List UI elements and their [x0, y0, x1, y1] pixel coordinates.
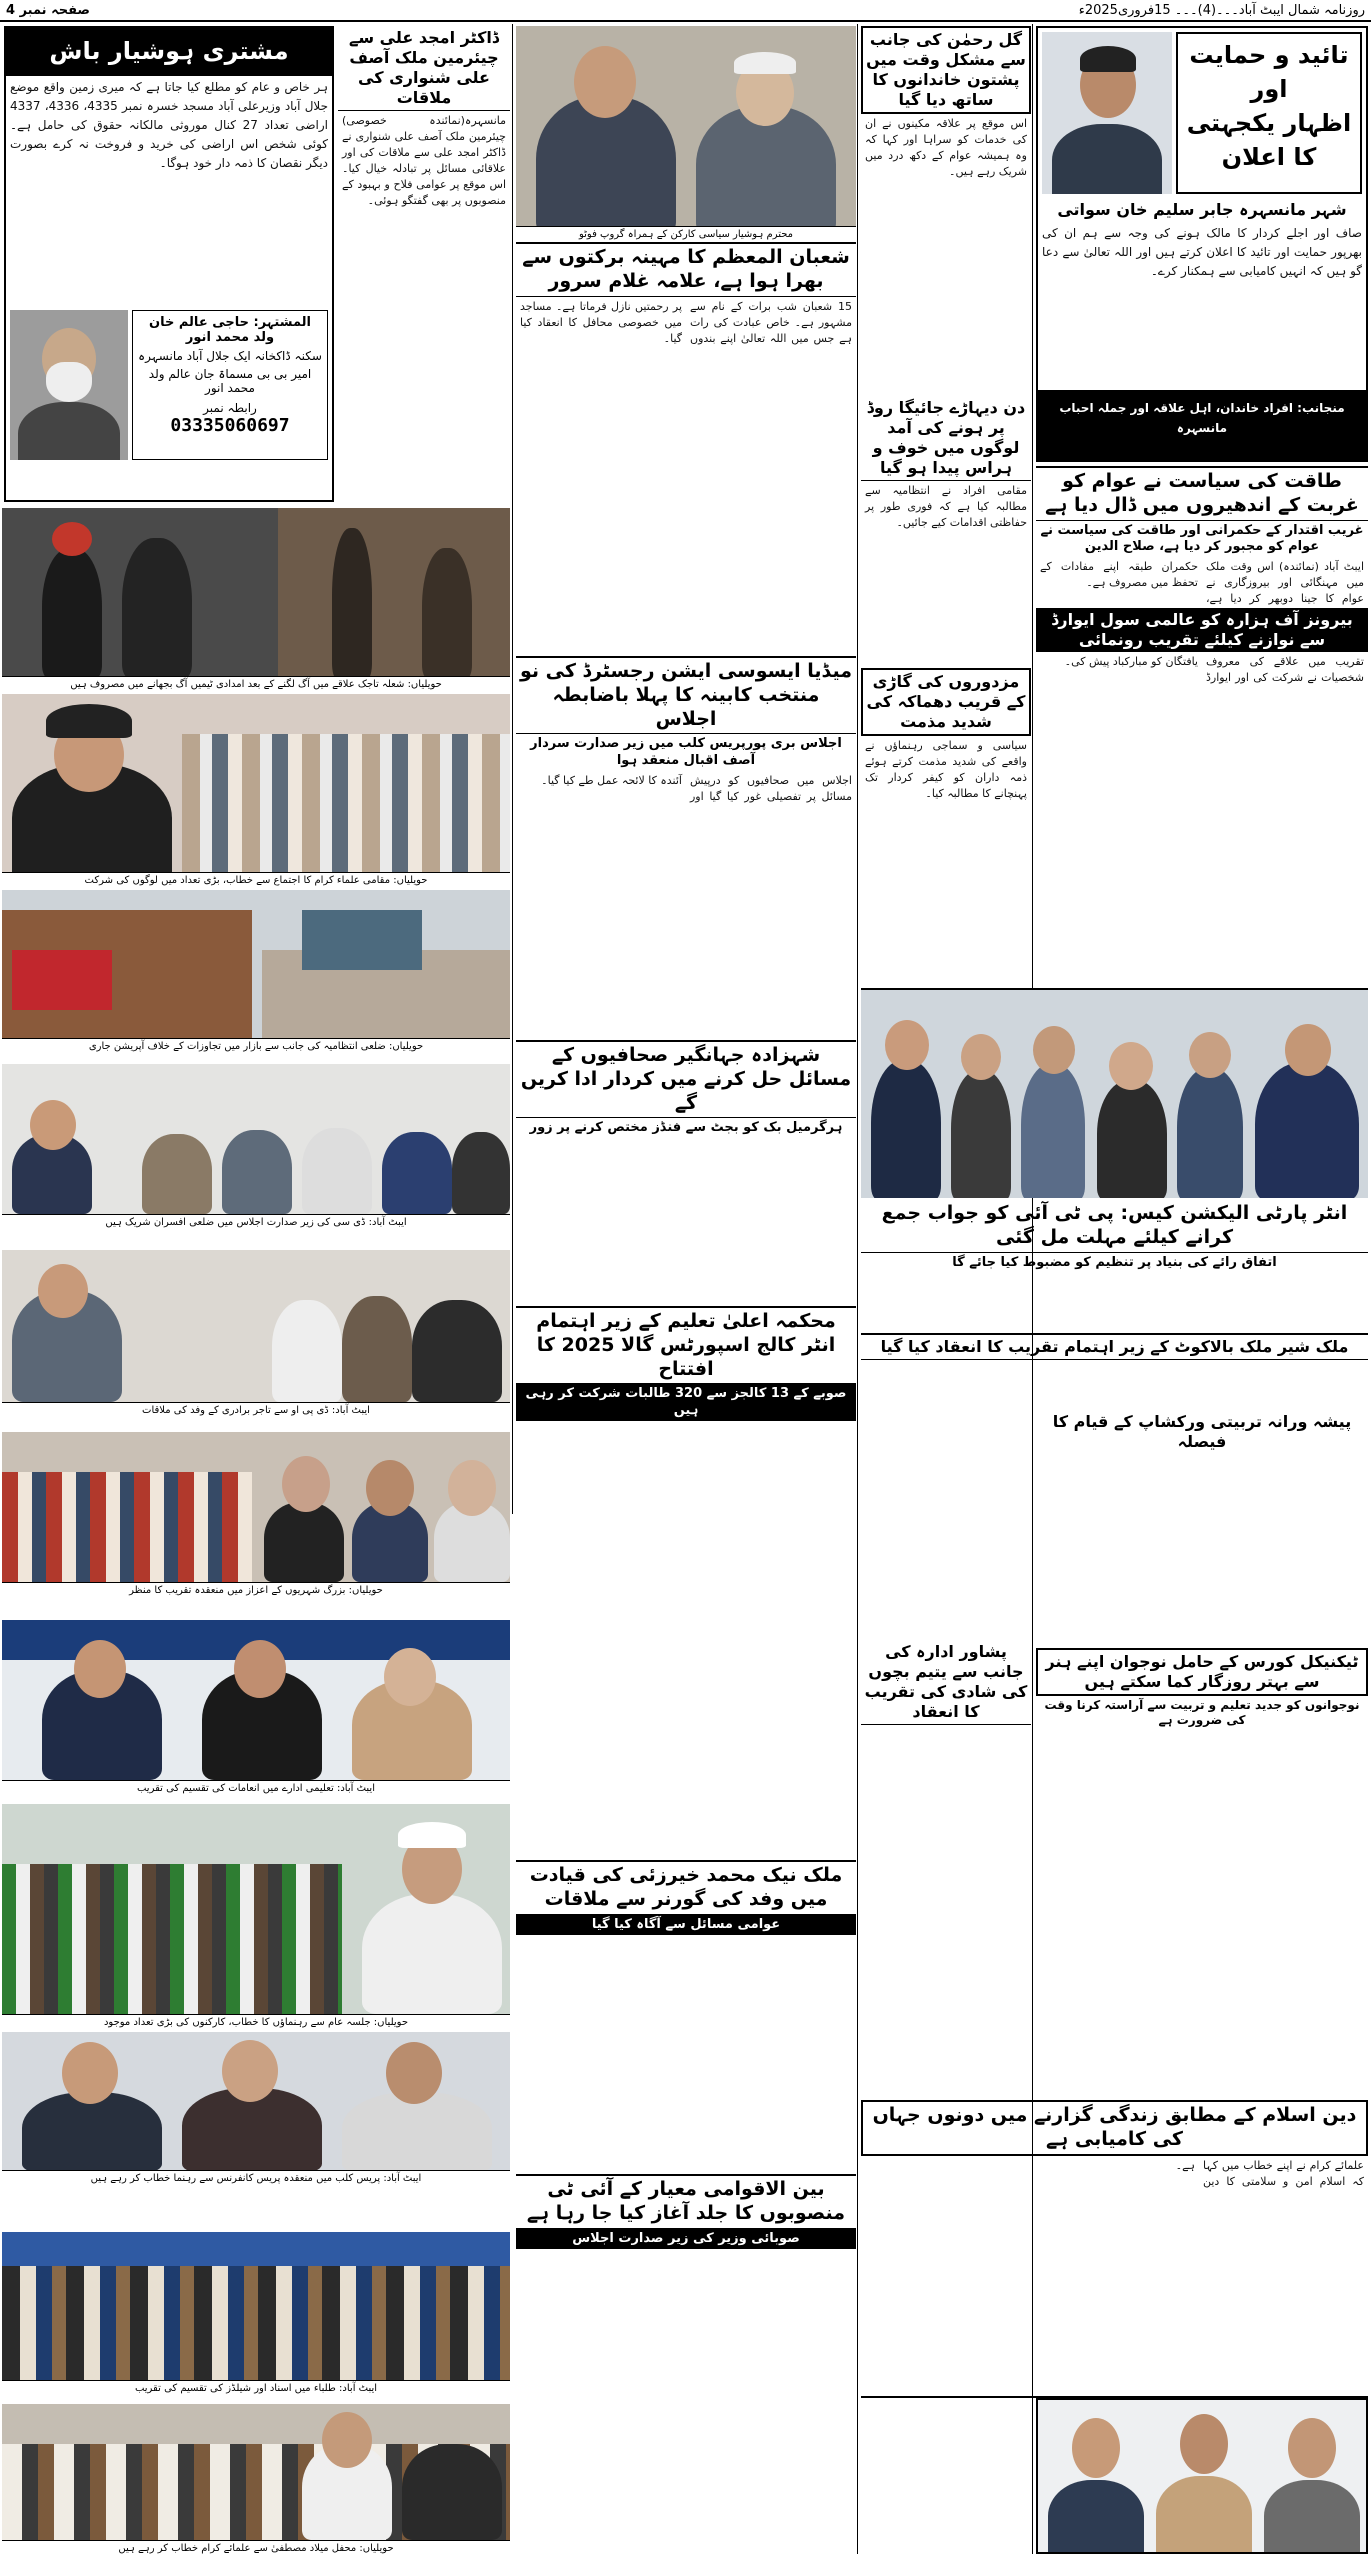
headline-shahzada: شہزادہ جہانگیر صحافیوں کے مسائل حل کرنے میں کردار ادا کریں گے [516, 1040, 856, 1118]
article-ameer-meeting: مانسہرہ(نمائندہ خصوصی) چیئرمین ملک آصف علی شنواری نے ڈاکٹر امجد علی سے ملاقات کی اور علاقائی مسائل پر تبادلہ خیال کیا۔ اس موقع پر عوامی فلاح و بہبود کے منصوبوں پر بھی گفتگو ہوئی۔ [342, 114, 506, 207]
ad-contact-box [132, 310, 328, 460]
headline-workshop: پیشہ ورانہ تربیتی ورکشاپ کے قیام کا فیصلہ [1052, 1412, 1352, 1451]
column-rule [512, 24, 513, 1514]
subheadline-media-association: اجلاس بری پورپریس کلب میں زیر صدارت سردار آصف اقبال منعقد ہوا [530, 736, 842, 768]
support-title-2: اور [1250, 75, 1288, 103]
article-gul-rehman [861, 26, 1031, 406]
support-title-1: تائید و حمایت [1189, 41, 1349, 69]
lead-headline: طاقت کی سیاست نے عوام کو غربت کے اندھیروں میں ڈال دیا ہے [1036, 466, 1368, 521]
headline-orphan-wedding: پشاور ادارہ کی جانب سے یتیم بچوں کی شادی کی تقریب کا انعقاد [861, 1640, 1031, 1725]
body-blast: سیاسی و سماجی رہنماؤں نے واقعے کی شدید مذمت کرتے ہوئے ذمہ داران کو کیفر کردار تک پہنچانے کا مطالبہ کیا۔ [865, 739, 1027, 800]
subheadline-technical-course: نوجوانوں کو جدید تعلیم و تربیت سے آراستہ کرنا وقت کی ضرورت ہے [1044, 1698, 1360, 1727]
advertiser-address: سکنہ ڈاکخانہ ایک جلال آباد مانسہرہ [138, 349, 322, 363]
article-committee [861, 1220, 1031, 1280]
subheadline-governor: عوامی مسائل سے آگاہ کیا گیا [516, 1915, 856, 1935]
candidate-name: شہر مانسہرہ جابر سلیم خان سواتی [1057, 200, 1347, 219]
photo-milad [2, 2404, 510, 2540]
body-islam: علمائے کرام نے اپنے خطاب میں کہا کہ اسلام امن و سلامتی کا دین ہے۔ [1175, 2158, 1364, 2188]
subheadline-sports-gala: صوبے کے 13 کالجز سے 320 طالبات شرکت کر رہی ہیں [516, 1384, 856, 1421]
support-announcement-ad [1036, 26, 1368, 462]
photo-elders [2, 1432, 510, 1582]
subheadline-it-projects: صوبائی وزیر کی زیر صدارت اجلاس [516, 2229, 856, 2249]
headline-gul-rehman: گل رحمٰن کی جانب سے مشکل وقت میں پشتون خاندانوں کا ساتھ دیا گیا [861, 26, 1031, 114]
advertiser-label: المشتہر: حاجی عالم خان ولد محمد انور [148, 315, 312, 345]
ad-body: ہر خاص و عام کو مطلع کیا جاتا ہے کہ میری زمین واقع موضع جلال آباد وزیرعلی آباد مسجد خسرہ نمبر 4335، 4336، 4337 اراضی تعداد 27 کنال موروثی مالکانہ حقوق کی حامل ہے۔ کوئی شخص اس اراضی کی خرید و فروخت نہ کرے بصورت دیگر نقصان کا ذمہ دار خود ہوگا۔ [10, 80, 329, 170]
headline-media-association: میڈیا ایسوسی ایشن رجسٹرڈ کی نو منتخب کابینہ کا پہلا باضابطہ اجلاس [516, 656, 856, 734]
column-2-top [338, 26, 510, 506]
lead-body: ایبٹ آباد (نمائندہ) اس وقت ملک میں مہنگائی اور بیروزگاری نے عوام کا جینا دوبھر کر دیا ہے، حکمران طبقہ اپنے مفادات کے تحفظ میں مصروف ہے۔ [1040, 560, 1364, 605]
photo-group-ceremony [861, 990, 1368, 1198]
candidate-photo [1042, 32, 1172, 194]
photo-two-men [516, 26, 856, 226]
photo-press-conference [2, 2032, 510, 2170]
divider [861, 988, 1368, 990]
caption-bazaar: حویلیاں: ضلعی انتظامیہ کی جانب سے بازار میں تجاوزات کے خلاف آپریشن جاری [2, 1038, 510, 1054]
lead-subheadline: غریب اقتدار کے حکمرانی اور طاقت کی سیاست نے عوام کو مجبور کر دیا ہے، صلاح الدین [1040, 522, 1364, 554]
subheadline-shahzada: ہرگرمیل بک کو بجٹ سے فنڈز مختص کرنے پر زور [529, 1120, 843, 1136]
headline-award: بیرونز آف ہزارہ کو عالمی سول ایوارڈ سے نوازنے کیلئے تقریب رونمائی [1036, 608, 1368, 652]
divider [516, 242, 856, 244]
article-blast [861, 668, 1031, 988]
caption-milad: حویلیاں: محفل میلاد مصطفیٰ سے علمائے کرام خطاب کر رہے ہیں [2, 2540, 510, 2556]
caption-two-men: محترم ہوشیار سیاسی کارکن کے ہمراہ گروپ فوٹو [516, 226, 856, 242]
article-sports-gala [516, 1306, 856, 1636]
caption-press-conference: ایبٹ آباد: پریس کلب میں منعقدہ پریس کانفرنس سے رہنما خطاب کر رہے ہیں [2, 2170, 510, 2186]
headline-blast: مزدوروں کی گاڑی کے قریب دھماکہ کی شدید مذمت [861, 668, 1031, 736]
caption-fire: حویلیاں: شعلہ تاجک علاقے میں آگ لگنے کے بعد امدادی ٹیمیں آگ بجھانے میں مصروف ہیں [2, 676, 510, 692]
headline-balakot: ملک شیر ملک بالاکوٹ کے زیر اہتمام تقریب کا انعقاد کیا گیا [861, 1333, 1368, 1360]
photo-three-portraits [1036, 2398, 1368, 2554]
article-award [1036, 608, 1368, 988]
article-shahzada [516, 1040, 856, 1300]
caption-award: ایبٹ آباد: تعلیمی ادارے میں انعامات کی تقسیم کی تقریب [2, 1780, 510, 1796]
photo-cleric-gathering [2, 694, 510, 872]
article-shaban [516, 244, 856, 654]
article-governor [516, 1860, 856, 2160]
divider [861, 2396, 1368, 2398]
advertiser-photo [10, 310, 128, 460]
article-islam [861, 2100, 1368, 2340]
phone-number: 03335060697 [170, 415, 290, 436]
ad-title: مشتری ہوشیار باش [6, 28, 332, 76]
caption-dc-meeting: ایبٹ آباد: ڈی سی کی زیر صدارت اجلاس میں ضلعی افسران شریک ہیں [2, 1214, 510, 1230]
headline-ameer-meeting: ڈاکٹر امجد علی سے چیئرمین ملک آصف علی شنواری کی ملاقات [338, 26, 510, 111]
customer-alert-ad [4, 26, 334, 502]
caption-certificates: ایبٹ آباد: طلباء میں اسناد اور شیلڈز کی تقسیم کی تقریب [2, 2380, 510, 2396]
body-award: تقریب میں علاقے کی معروف شخصیات نے شرکت کی اور ایوارڈ یافتگان کو مبارکباد پیش کی۔ [1064, 655, 1364, 684]
caption-cleric: حویلیاں: مقامی علماء کرام کا اجتماع سے خطاب، بڑی تعداد میں لوگوں کی شرکت [2, 872, 510, 888]
page-label: صفحہ نمبر 4 [6, 2, 90, 18]
column-rule [857, 24, 858, 2554]
body-shaban: 15 شعبان شب برات کے نام سے مشہور ہے۔ خاص عبادت کی رات ہے جس میں اللہ تعالیٰ اپنے بندوں پر رحمتیں نازل فرماتا ہے۔ مساجد میں خصوصی محافل کا انعقاد کیا گیا۔ [520, 299, 852, 345]
photo-rally [2, 1804, 510, 2014]
photo-certificates [2, 2232, 510, 2380]
headline-jungle-road: دن دیہاڑے جائیگا روڈ پر ہونے کی آمد لوگوں میں خوف و ہراس پیدا ہو گیا [861, 396, 1031, 481]
article-technical-course [1036, 1648, 1368, 1738]
photo-fire-rescue [2, 508, 510, 676]
phone-label: رابطہ نمبر [203, 401, 257, 415]
photo-bazaar-operation [2, 890, 510, 1038]
support-title-4: کا اعلان [1221, 143, 1317, 171]
headline-technical-course: ٹیکنیکل کورس کے حامل نوجوان اپنے ہنر سے بہتر روزگار کما سکتے ہیں [1036, 1648, 1368, 1696]
advertiser-detail: امیر بی بی مسماۃ جان عالم ولد محمد انور [148, 367, 312, 395]
headline-it-projects: بین الاقوامی معیار کے آئی ٹی منصوبوں کا جلد آغاز کیا جا رہا ہے [516, 2174, 856, 2229]
subheadline-pti-case: اتفاق رائے کی بنیاد پر تنظیم کو مضبوط کیا جائے گا [952, 1254, 1277, 1270]
headline-islam: دین اسلام کے مطابق زندگی گزارنے میں دونوں جہاں کی کامیابی ہے [861, 2100, 1368, 2156]
headline-shaban: شعبان المعظم کا مہینہ برکتوں سے بھرا ہوا ہے، علامہ غلام سرور [516, 244, 856, 297]
article-it-projects [516, 2174, 856, 2474]
masthead-line: روزنامہ شمال ایبٹ آباد۔۔۔(4)۔۔۔ 15فروری2025ء [1078, 2, 1365, 18]
headline-pti-case: انٹر پارٹی الیکشن کیس: پی ٹی آئی کو جواب جمع کرانے کیلئے مہلت مل گئی [861, 1200, 1368, 1253]
headline-sports-gala: محکمہ اعلیٰ تعلیم کے زیر اہتمام انٹر کالج اسپورٹس گالا 2025 کا افتتاح [516, 1306, 856, 1384]
caption-rally: حویلیاں: جلسہ عام سے رہنماؤں کا خطاب، کارکنوں کی بڑی تعداد موجود [2, 2014, 510, 2030]
masthead-bar [0, 0, 1371, 22]
support-footer: منجانب: افراد خاندان، اہل علاقہ اور جملہ احباب مانسہرہ [1038, 390, 1366, 460]
photo-dc-meeting [2, 1064, 510, 1214]
photo-dpo-meeting [2, 1250, 510, 1402]
support-body: صاف اور اجلے کردار کا مالک ہونے کی وجہ سے ہم ان کی بھرپور حمایت اور تائید کا اعلان کرتے ہیں اور اللہ تعالیٰ سے دعا گو ہیں کہ انہیں کامیابی سے ہمکنار کرے۔ [1042, 226, 1362, 278]
article-jungle-road [861, 396, 1031, 646]
headline-governor: ملک نیک محمد خیرزئی کی قیادت میں وفد کی گورنر سے ملاقات [516, 1860, 856, 1915]
support-title-box [1176, 32, 1362, 194]
article-orphan-wedding [861, 1640, 1031, 2060]
support-title-3: اظہار یکجہتی [1186, 109, 1352, 137]
body-media-association: اجلاس میں صحافیوں کو درپیش مسائل پر تفصیلی غور کیا گیا اور آئندہ کا لائحہ عمل طے کیا گیا۔ [541, 773, 852, 803]
lead-article [1036, 466, 1368, 626]
body-gul-rehman: اس موقع پر علاقہ مکینوں نے ان کی خدمات کو سراہا اور کہا کہ وہ ہمیشہ عوام کے دکھ درد میں شریک رہے ہیں۔ [865, 117, 1027, 178]
caption-dpo-meeting: ایبٹ آباد: ڈی پی او سے تاجر برادری کے وفد کی ملاقات [2, 1402, 510, 1418]
caption-elders: حویلیاں: بزرگ شہریوں کے اعزاز میں منعقدہ تقریب کا منظر [2, 1582, 510, 1598]
photo-award [2, 1620, 510, 1780]
article-media-association [516, 656, 856, 1046]
body-jungle-road: مقامی افراد نے انتظامیہ سے مطالبہ کیا ہے کہ فوری طور پر حفاظتی اقدامات کیے جائیں۔ [865, 484, 1027, 529]
